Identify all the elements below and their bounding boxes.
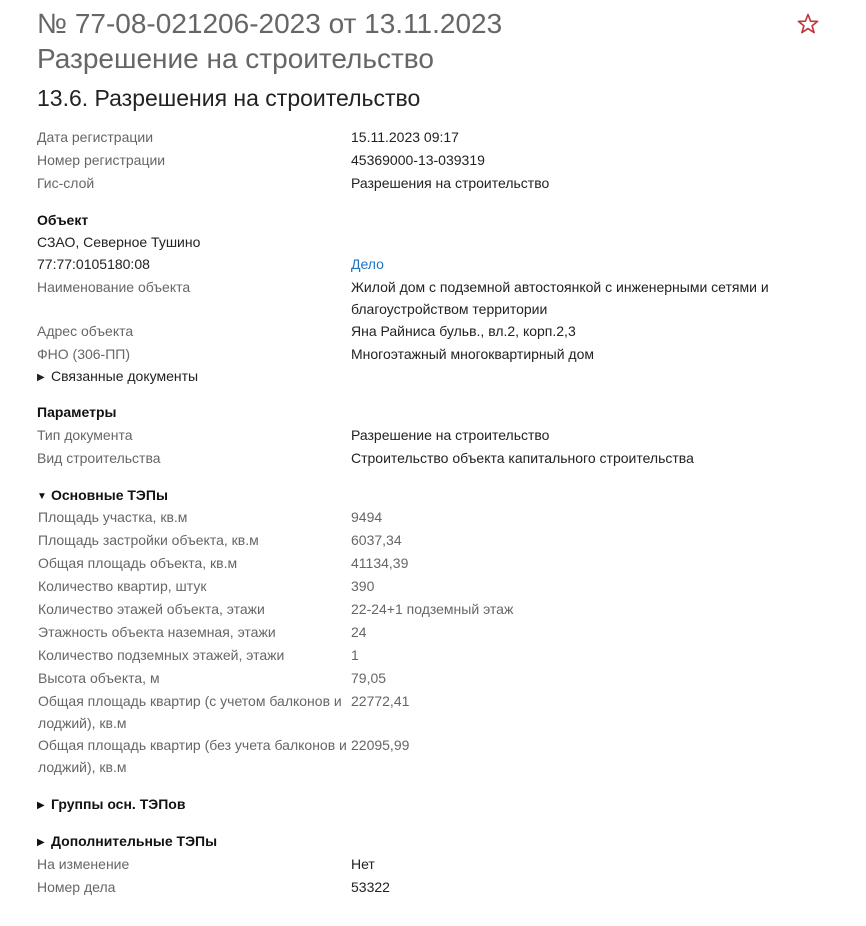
expand-triangle-icon: ▶ xyxy=(37,372,45,383)
tep-row-label: Площадь застройки объекта, кв.м xyxy=(38,532,259,548)
main-tep-toggle[interactable] xyxy=(37,484,168,508)
tep-row-value: 79,05 xyxy=(351,670,387,686)
object-name-label: Наименование объекта xyxy=(37,279,191,295)
tep-row-value: 1 xyxy=(351,647,359,663)
construction-type-value: Строительство объекта капитального строительства xyxy=(351,450,694,466)
gis-layer-value: Разрешения на строительство xyxy=(351,175,550,191)
document-type-value: Разрешение на строительство xyxy=(351,427,550,443)
tep-row-value: 6037,34 xyxy=(351,532,402,548)
tep-row-value: 9494 xyxy=(351,509,383,525)
related-documents-label: Связанные документы xyxy=(51,368,199,384)
expand-triangle-icon: ▶ xyxy=(37,837,45,848)
gis-layer-label: Гис-слой xyxy=(37,175,95,191)
tep-row-value: 41134,39 xyxy=(351,555,409,571)
expand-triangle-icon: ▶ xyxy=(37,800,45,811)
collapse-triangle-icon: ▼ xyxy=(37,491,47,502)
tep-groups-heading: Группы осн. ТЭПов xyxy=(51,796,186,812)
object-cadastral-number: 77:77:0105180:08 xyxy=(37,256,150,272)
tep-row-value: 24 xyxy=(351,624,367,640)
object-name-value: Жилой дом с подземной автостоянкой с инженерными сетями и благоустройством территории xyxy=(351,279,769,317)
change-label: На изменение xyxy=(37,856,130,872)
registration-date-label: Дата регистрации xyxy=(37,129,154,145)
tep-groups-toggle[interactable] xyxy=(37,793,185,817)
tep-row-label: Количество этажей объекта, этажи xyxy=(38,601,265,617)
star-outline-icon[interactable] xyxy=(796,12,820,36)
tep-row-label: Общая площадь квартир (без учета балконов и лоджий), кв.м xyxy=(38,737,347,775)
fno-label: ФНО (306-ПП) xyxy=(37,346,131,362)
tep-row-value: 390 xyxy=(351,578,375,594)
tep-row-label: Количество квартир, штук xyxy=(38,578,207,594)
tep-row-value: 22-24+1 подземный этаж xyxy=(351,601,514,617)
tep-row-label: Высота объекта, м xyxy=(38,670,160,686)
construction-type-label: Вид строительства xyxy=(37,450,161,466)
object-section-heading: Объект xyxy=(37,212,89,228)
tep-row-label: Общая площадь объекта, кв.м xyxy=(38,555,238,571)
case-number-label: Номер дела xyxy=(37,879,116,895)
tep-row-value: 22772,41 xyxy=(351,693,410,709)
parameters-section-heading: Параметры xyxy=(37,404,117,420)
registration-number-label: Номер регистрации xyxy=(37,152,166,168)
tep-row-label: Количество подземных этажей, этажи xyxy=(38,647,285,663)
related-documents-toggle[interactable] xyxy=(37,365,198,389)
object-address-value: Яна Райниса бульв., вл.2, корп.2,3 xyxy=(351,323,576,339)
change-value: Нет xyxy=(351,856,375,872)
main-tep-heading: Основные ТЭПы xyxy=(51,487,168,503)
document-number-title: № 77-08-021206-2023 от 13.11.2023 xyxy=(37,8,503,39)
case-number-value: 53322 xyxy=(351,879,390,895)
document-type-label: Тип документа xyxy=(37,427,133,443)
tep-row-label: Общая площадь квартир (с учетом балконов и лоджий), кв.м xyxy=(38,693,342,731)
additional-tep-heading: Дополнительные ТЭПы xyxy=(51,833,218,849)
document-type-title: Разрешение на строительство xyxy=(37,43,434,74)
tep-row-value: 22095,99 xyxy=(351,737,410,753)
object-district: СЗАО, Северное Тушино xyxy=(37,234,201,250)
tep-row-label: Этажность объекта наземная, этажи xyxy=(38,624,276,640)
fno-value: Многоэтажный многоквартирный дом xyxy=(351,346,595,362)
registration-date-value: 15.11.2023 09:17 xyxy=(351,129,459,145)
registration-number-value: 45369000-13-039319 xyxy=(351,152,485,168)
document-category: 13.6. Разрешения на строительство xyxy=(37,85,421,111)
case-link[interactable] xyxy=(351,253,384,275)
tep-row-label: Площадь участка, кв.м xyxy=(38,509,188,525)
object-address-label: Адрес объекта xyxy=(37,323,134,339)
case-link-text[interactable]: Дело xyxy=(351,256,384,272)
additional-tep-toggle[interactable] xyxy=(37,830,217,854)
